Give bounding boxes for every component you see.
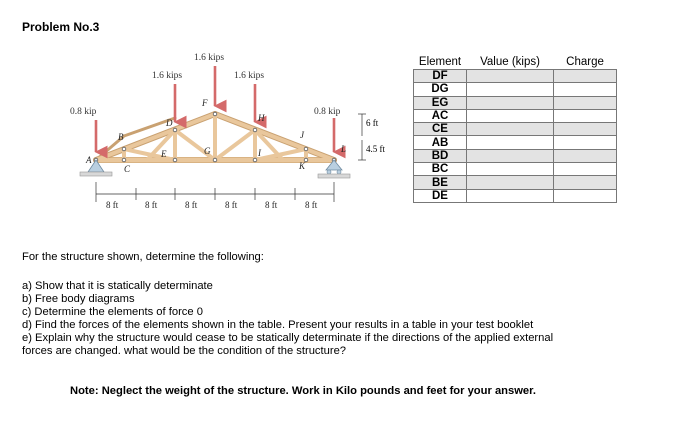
element-name: AC: [414, 109, 467, 122]
node-label: K: [299, 161, 306, 171]
node-label: G: [204, 146, 211, 156]
value-cell[interactable]: [467, 96, 554, 109]
item-e: e) Explain why the structure would cease to be statically determinate if the directions of the applied external: [22, 332, 554, 344]
charge-cell[interactable]: [554, 123, 617, 136]
table-row: [414, 189, 617, 202]
node-label: J: [300, 130, 304, 140]
table-row: [414, 70, 617, 83]
charge-cell[interactable]: [554, 109, 617, 122]
value-cell[interactable]: [467, 70, 554, 83]
dim-spacing: 8 ft: [106, 200, 119, 210]
value-cell[interactable]: [467, 123, 554, 136]
charge-cell[interactable]: [554, 163, 617, 176]
charge-cell[interactable]: [554, 70, 617, 83]
element-table: [413, 55, 617, 203]
node-label: F: [202, 98, 208, 108]
item-e-continued: forces are changed. what would be the condition of the structure?: [22, 345, 347, 357]
table-row: [414, 83, 617, 96]
load-label-f: 1.6 kips: [194, 53, 225, 63]
table-row: [414, 123, 617, 136]
charge-cell[interactable]: [554, 189, 617, 202]
table-row: [414, 149, 617, 162]
item-a: a) Show that it is statically determinate: [22, 280, 213, 292]
node-label: I: [258, 148, 261, 158]
col-header-value: Value (kips): [480, 56, 540, 68]
load-label-j: 0.8 kip: [314, 107, 341, 117]
table-row: [414, 136, 617, 149]
element-name: BD: [414, 149, 467, 162]
table-row: [414, 109, 617, 122]
value-cell[interactable]: [467, 189, 554, 202]
node-label: C: [124, 164, 131, 174]
dim-spacing: 8 ft: [305, 200, 318, 210]
charge-cell[interactable]: [554, 136, 617, 149]
note-text: Note: Neglect the weight of the structure. Work in Kilo pounds and feet for your answer.: [70, 385, 536, 397]
node-label: B: [118, 132, 124, 142]
dim-spacing: 8 ft: [225, 200, 238, 210]
charge-cell[interactable]: [554, 83, 617, 96]
element-name: BC: [414, 163, 467, 176]
item-b: b) Free body diagrams: [22, 293, 135, 305]
charge-cell[interactable]: [554, 149, 617, 162]
col-header-element: Element: [418, 56, 462, 68]
element-name: CE: [414, 123, 467, 136]
item-c: c) Determine the elements of force 0: [22, 306, 203, 318]
value-cell[interactable]: [467, 176, 554, 189]
load-label-d: 1.6 kips: [152, 71, 183, 81]
charge-cell[interactable]: [554, 176, 617, 189]
value-cell[interactable]: [467, 136, 554, 149]
element-name: DF: [414, 70, 467, 83]
item-d: d) Find the forces of the elements shown in the table. Present your results in a table in your test booklet: [22, 319, 534, 331]
node-label: E: [161, 149, 167, 159]
col-header-charge: Charge: [566, 56, 604, 68]
dim-spacing: 8 ft: [265, 200, 278, 210]
element-name: AB: [414, 136, 467, 149]
node-label: A: [86, 155, 92, 165]
dim-lower-height: 4.5 ft: [366, 144, 385, 154]
table-row: [414, 96, 617, 109]
element-name: DE: [414, 189, 467, 202]
table-row: [414, 176, 617, 189]
dim-upper-height: 6 ft: [366, 118, 379, 128]
charge-cell[interactable]: [554, 96, 617, 109]
node-label: L: [341, 144, 347, 154]
value-cell[interactable]: [467, 83, 554, 96]
element-name: DG: [414, 83, 467, 96]
intro-text: For the structure shown, determine the following:: [22, 251, 264, 263]
load-label-a: 0.8 kip: [70, 107, 97, 117]
table-row: [414, 163, 617, 176]
load-label-h: 1.6 kips: [234, 71, 265, 81]
dim-spacing: 8 ft: [185, 200, 198, 210]
node-label: H: [258, 113, 265, 123]
truss-figure: [62, 42, 412, 232]
value-cell[interactable]: [467, 149, 554, 162]
problem-title: Problem No.3: [22, 20, 100, 34]
value-cell[interactable]: [467, 109, 554, 122]
value-cell[interactable]: [467, 163, 554, 176]
node-label: D: [166, 118, 173, 128]
element-name: BE: [414, 176, 467, 189]
dim-spacing: 8 ft: [145, 200, 158, 210]
element-name: EG: [414, 96, 467, 109]
